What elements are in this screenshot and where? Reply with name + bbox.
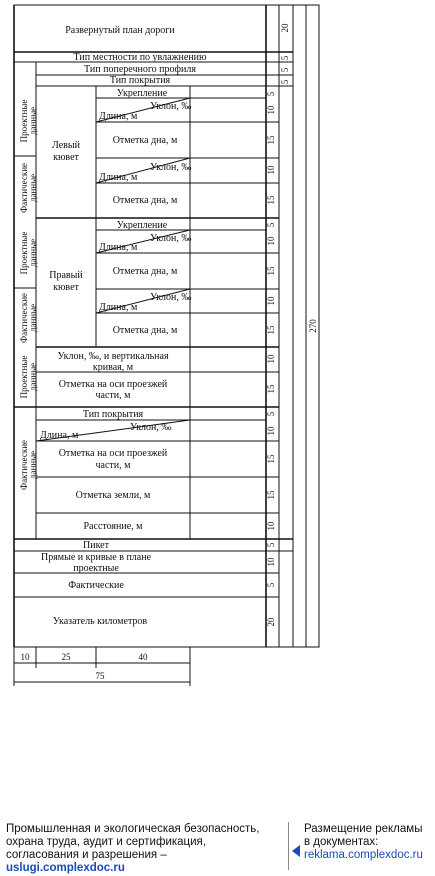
footer-right-line2: в документах: xyxy=(304,836,379,848)
slope-label-4: Уклон, ‰ xyxy=(150,292,192,303)
dim-24: 20 xyxy=(266,617,276,627)
straights-label-2: проектные xyxy=(73,563,119,574)
axis-elev-actual-1: Отметка на оси проезжей xyxy=(58,448,168,459)
length-label-3: Длина, м xyxy=(99,242,138,253)
right-ditch-label-2: кювет xyxy=(53,282,79,293)
dim-21: 5 xyxy=(266,542,276,548)
ground-elev-label: Отметка земли, м xyxy=(75,490,151,501)
actual-data-left-1: Фактические xyxy=(19,162,29,214)
footer-left-line2: охрана труда, аудит и сертификация, xyxy=(6,836,206,848)
bottom-elev-label-2: Отметка дна, м xyxy=(112,195,178,206)
dim-4: 5 xyxy=(266,91,276,97)
vert-slope-label-1: Уклон, ‰, и вертикальная xyxy=(57,351,169,362)
reinforcement-label: Укрепление xyxy=(116,88,168,99)
terrain-label: Тип местности по увлажнению xyxy=(73,52,207,63)
picket-label: Пикет xyxy=(83,540,109,551)
axis-elev-actual-2: части, м xyxy=(95,460,131,471)
dim-19: 15 xyxy=(266,490,276,500)
actual-data-axis-2: данные xyxy=(28,450,38,480)
design-data-right-2: данные xyxy=(28,238,38,268)
arrow-left-icon xyxy=(292,845,300,857)
actual-data-left-2: данные xyxy=(28,173,38,203)
dim-3: 5 xyxy=(280,79,290,85)
footer-left xyxy=(6,823,286,875)
footer-left-line1: Промышленная и экологическая безопасность, xyxy=(6,823,260,835)
dim-8: 15 xyxy=(266,195,276,205)
vert-slope-label-2: кривая, м xyxy=(92,362,134,373)
design-data-left-2: данные xyxy=(28,106,38,136)
slope-label-3: Уклон, ‰ xyxy=(150,233,192,244)
dim-6: 15 xyxy=(266,135,276,145)
distance-label: Расстояние, м xyxy=(83,521,143,532)
actual-data-axis-1: Фактические xyxy=(19,439,29,491)
left-ditch-label-1: Левый xyxy=(52,140,80,151)
length-label: Длина, м xyxy=(99,111,138,122)
dim-11: 15 xyxy=(266,266,276,276)
surface-type-label: Тип покрытия xyxy=(109,75,171,86)
footer-left-line3: согласования и разрешения – uslugi.complexdoc.ru xyxy=(6,849,167,874)
slope-label: Уклон, ‰ xyxy=(150,101,192,112)
footer-divider xyxy=(288,822,289,870)
footer-right-line1: Размещение рекламы xyxy=(304,823,423,835)
actual-data-right-1: Фактические xyxy=(19,292,29,344)
surface-type-actual-label: Тип покрытия xyxy=(82,409,144,420)
design-data-left-1: Проектные xyxy=(19,99,29,143)
dim-0: 20 xyxy=(280,23,290,33)
bottom-dim-2: 40 xyxy=(138,652,148,662)
bottom-elev-label: Отметка дна, м xyxy=(112,135,178,146)
reinforcement-label-2: Укрепление xyxy=(116,220,168,231)
dim-10: 10 xyxy=(266,236,276,246)
dim-16: 5 xyxy=(266,411,276,417)
dim-1: 5 xyxy=(280,55,290,61)
km-marker-label: Указатель километров xyxy=(52,616,148,627)
dim-7: 10 xyxy=(266,165,276,175)
design-data-axis-2: данные xyxy=(28,362,38,392)
dim-13: 15 xyxy=(266,325,276,335)
dim-18: 15 xyxy=(266,454,276,464)
header-label: Развернутый план дороги xyxy=(65,25,175,36)
axis-elev-label-1: Отметка на оси проезжей xyxy=(58,379,168,390)
uslugi-link[interactable]: uslugi.complexdoc.ru xyxy=(6,862,125,874)
dim-9: 5 xyxy=(266,222,276,228)
actual-label: Фактические xyxy=(68,580,124,591)
right-ditch-label-1: Правый xyxy=(49,270,83,281)
dim-23: 5 xyxy=(266,582,276,588)
cross-profile-label: Тип поперечного профиля xyxy=(84,64,196,75)
axis-elev-label-2: части, м xyxy=(95,390,131,401)
slope-label-2: Уклон, ‰ xyxy=(150,162,192,173)
left-ditch-label-2: кювет xyxy=(53,152,79,163)
bottom-elev-label-3: Отметка дна, м xyxy=(112,266,178,277)
length-label-5: Длина, м xyxy=(40,430,79,441)
dim-12: 10 xyxy=(266,296,276,306)
bottom-total: 75 xyxy=(95,671,105,681)
design-data-axis-1: Проектные xyxy=(19,355,29,399)
dim-5: 10 xyxy=(266,105,276,115)
bottom-elev-label-4: Отметка дна, м xyxy=(112,325,178,336)
actual-data-right-2: данные xyxy=(28,303,38,333)
length-label-2: Длина, м xyxy=(99,172,138,183)
length-label-4: Длина, м xyxy=(99,302,138,313)
design-data-right-1: Проектные xyxy=(19,231,29,275)
straights-label-1: Прямые и кривые в плане xyxy=(40,552,152,563)
dim-2: 5 xyxy=(280,67,290,73)
slope-label-5: Уклон, ‰ xyxy=(130,422,172,433)
dim-14: 10 xyxy=(266,354,276,364)
total-dim: 270 xyxy=(308,319,318,333)
footer-right xyxy=(304,823,435,862)
bottom-dim-1: 25 xyxy=(61,652,71,662)
bottom-dim-0: 10 xyxy=(20,652,30,662)
dim-20: 10 xyxy=(266,521,276,531)
reklama-link[interactable]: reklama.complexdoc.ru xyxy=(304,849,423,861)
dim-22: 10 xyxy=(266,557,276,567)
dim-15: 15 xyxy=(266,384,276,394)
dim-17: 10 xyxy=(266,426,276,436)
